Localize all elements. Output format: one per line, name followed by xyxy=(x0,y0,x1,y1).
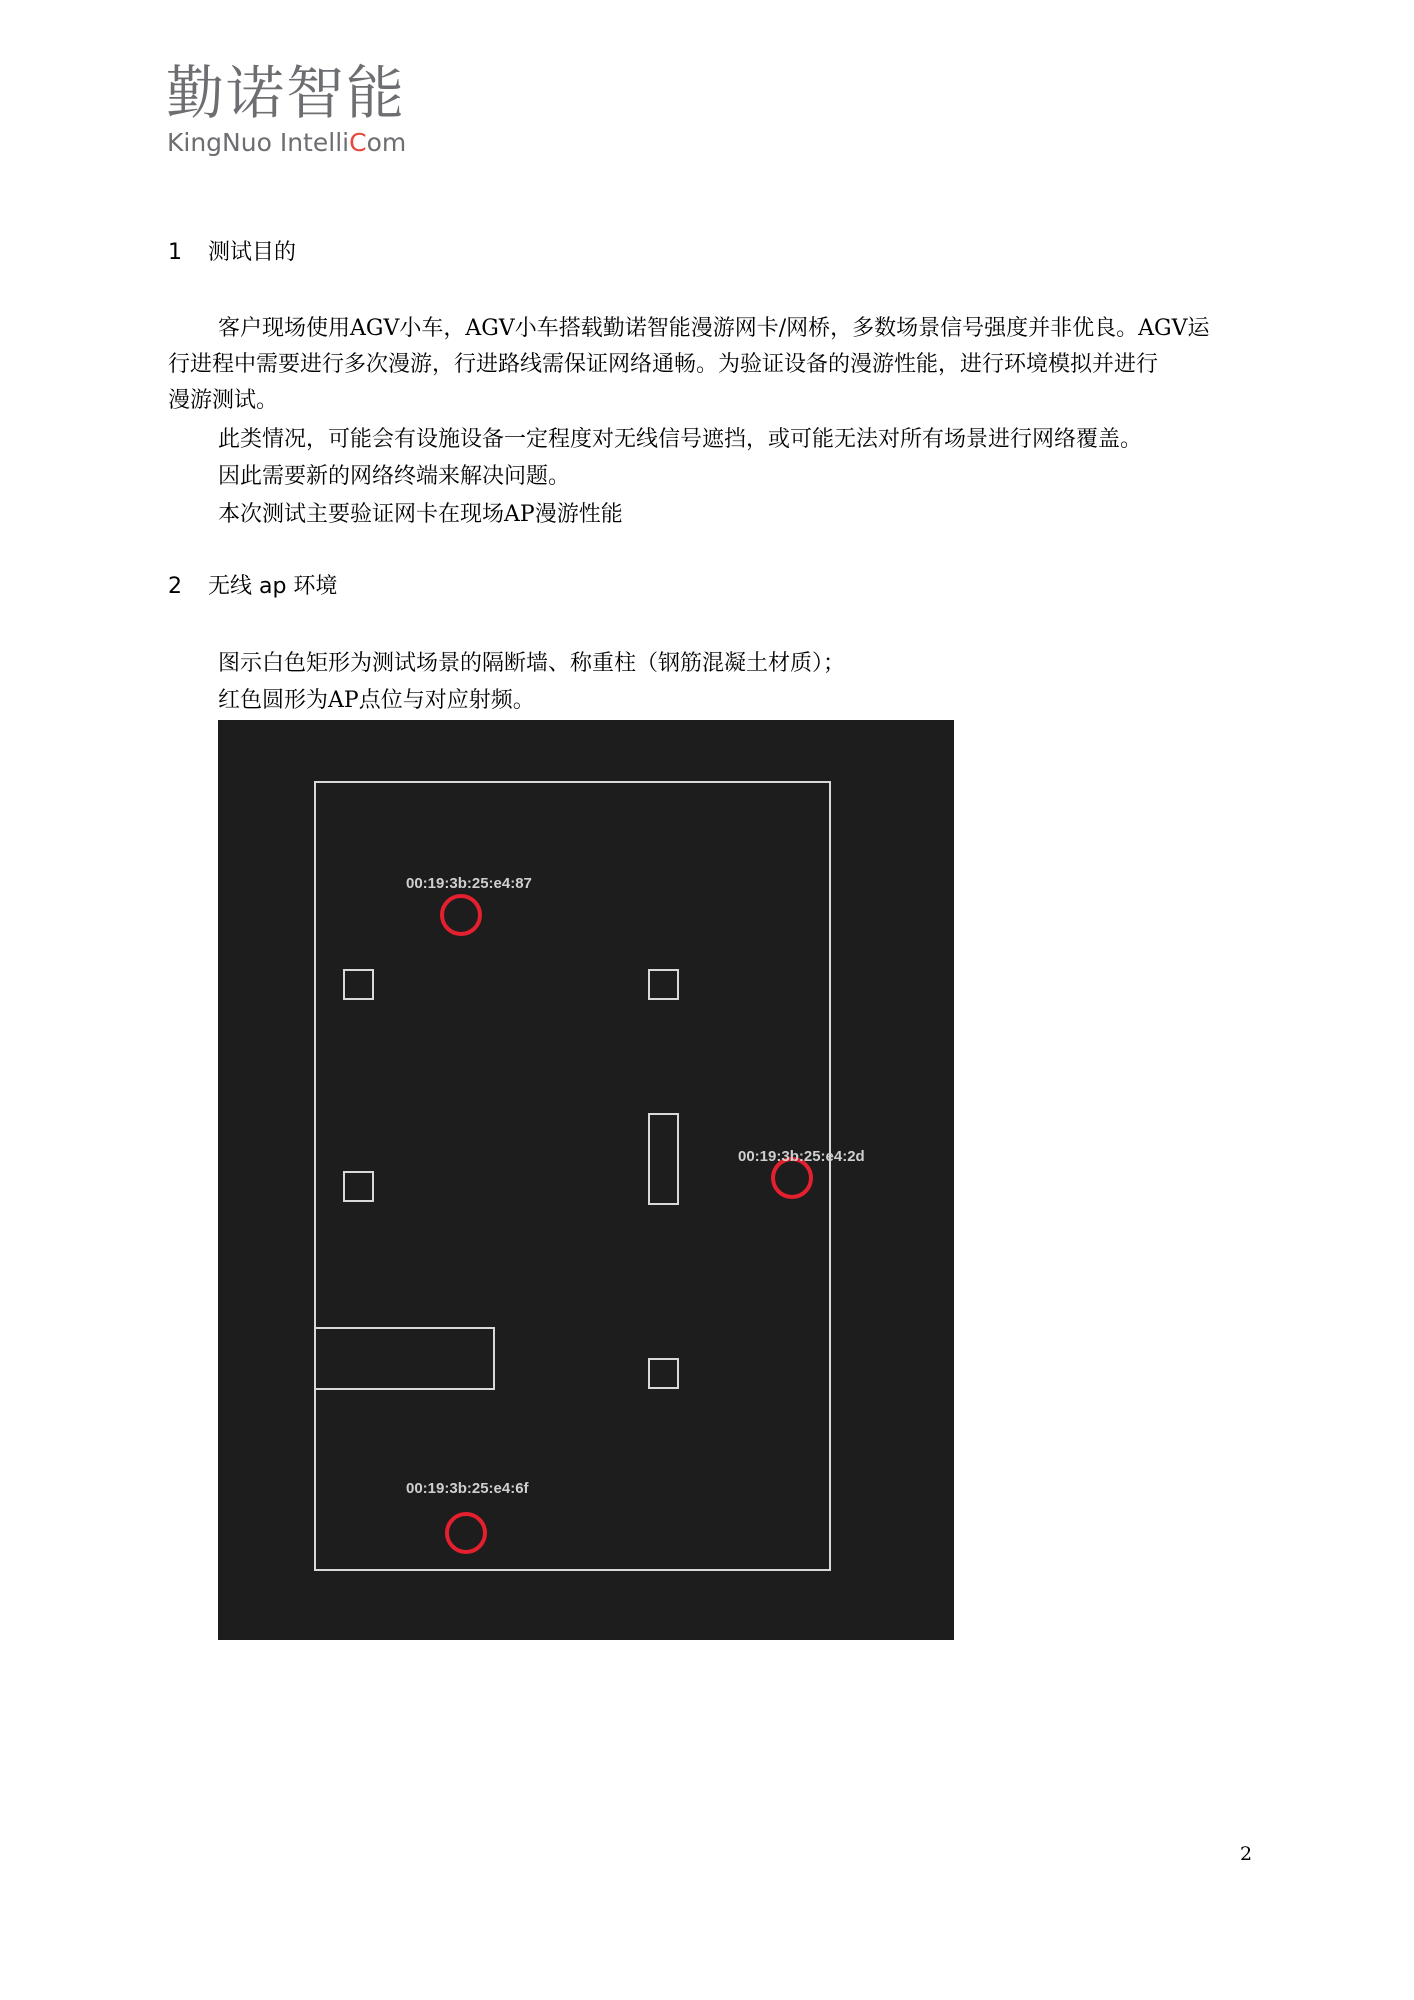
logo-english-name xyxy=(167,128,406,158)
pillar-bottom-middle xyxy=(649,1359,678,1388)
logo-english-accent: C xyxy=(349,128,367,157)
pillar-middle-left xyxy=(344,1172,373,1201)
outer-wall xyxy=(315,782,830,1570)
logo-english-suffix: om xyxy=(366,128,407,157)
section-1-title: 测试目的 xyxy=(208,240,297,265)
pillar-top-left xyxy=(344,970,373,999)
section-2-line-2: 红色圆形为AP点位与对应射频。 xyxy=(218,688,535,713)
ap-floorplan-figure xyxy=(218,720,954,1640)
logo-english-prefix: KingNuo Intelli xyxy=(167,128,350,157)
ap-circle-1 xyxy=(442,896,480,934)
section-2-line-1: 图示白色矩形为测试场景的隔断墙、称重柱（钢筋混凝土材质）； xyxy=(218,651,846,676)
ap-label-2: 00:19:3b:25:e4:2d xyxy=(738,1148,865,1165)
section-1-number: 1 xyxy=(168,240,182,265)
floorplan-svg xyxy=(218,720,954,1640)
section-2-heading xyxy=(168,572,337,602)
section-2-number: 2 xyxy=(168,574,182,599)
company-logo xyxy=(166,59,426,162)
section-2-title: 无线 ap 环境 xyxy=(208,574,338,599)
section-1-line-4: 此类情况，可能会有设施设备一定程度对无线信号遮挡，或可能无法对所有场景进行网络覆盖。 xyxy=(218,427,1143,452)
section-1-line-3: 漫游测试。 xyxy=(168,388,279,413)
page-number: 2 xyxy=(1240,1843,1253,1865)
section-1-line-6: 本次测试主要验证网卡在现场AP漫游性能 xyxy=(218,502,623,527)
section-1-heading xyxy=(168,238,296,268)
ap-label-3: 00:19:3b:25:e4:6f xyxy=(406,1480,529,1497)
section-1-line-2: 行进程中需要进行多次漫游，行进路线需保证网络通畅。为验证设备的漫游性能，进行环境模拟并进行 xyxy=(168,352,1159,377)
ap-label-1: 00:19:3b:25:e4:87 xyxy=(406,875,532,892)
partition-wall-horizontal xyxy=(315,1328,494,1389)
logo-chinese-name: 勤诺智能 xyxy=(166,59,407,127)
partition-wall-vertical xyxy=(649,1114,678,1204)
pillar-top-middle xyxy=(649,970,678,999)
section-1-line-1: 客户现场使用AGV小车，AGV小车搭载勤诺智能漫游网卡/网桥，多数场景信号强度并非优良。AGV运 xyxy=(218,316,1210,341)
ap-circle-3 xyxy=(447,1514,485,1552)
section-1-line-5: 因此需要新的网络终端来解决问题。 xyxy=(218,464,571,489)
